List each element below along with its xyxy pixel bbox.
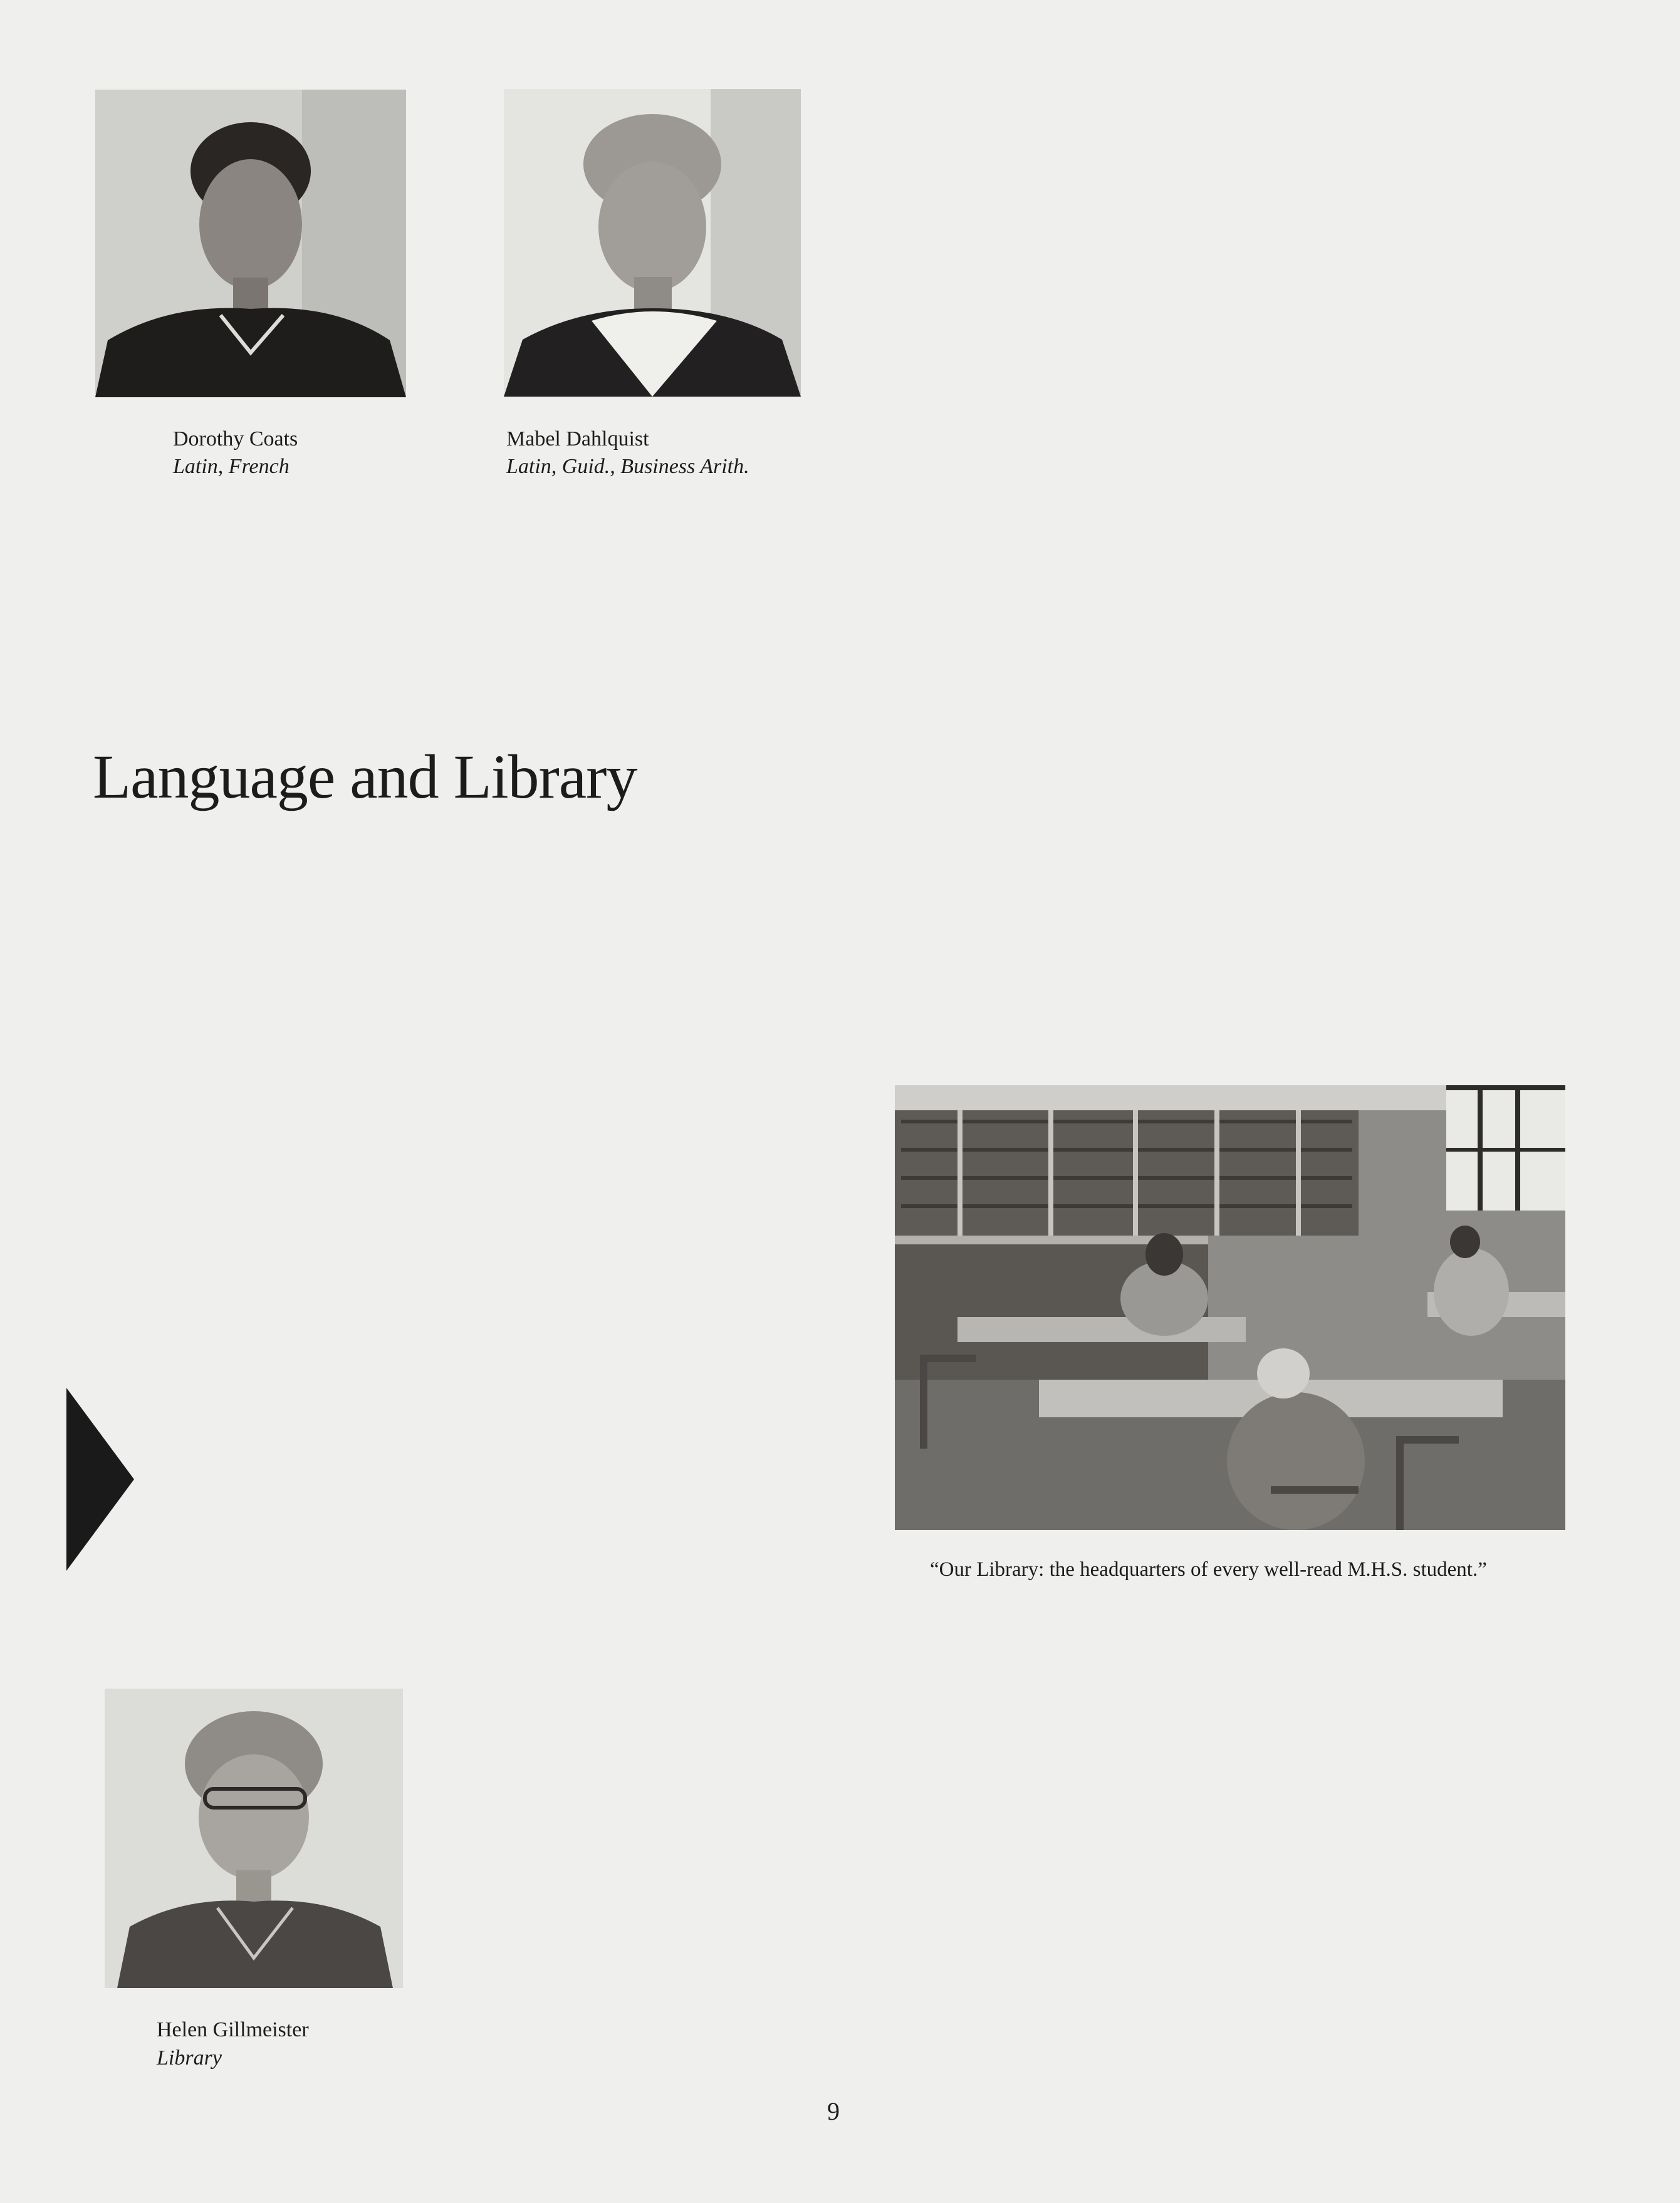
faculty-role: Library [157, 2046, 222, 2070]
library-photo [895, 1085, 1565, 1530]
faculty-name: Mabel Dahlquist [506, 427, 649, 450]
library-photo-caption: “Our Library: the headquarters of every well-read M.H.S. student.” [930, 1558, 1487, 1581]
portrait-image [504, 89, 801, 397]
faculty-role: Latin, Guid., Business Arith. [506, 455, 749, 478]
library-scene-image [895, 1085, 1565, 1530]
portrait-mabel-dahlquist [504, 89, 801, 397]
faculty-role: Latin, French [173, 455, 290, 478]
portrait-image [95, 90, 406, 397]
portrait-dorothy-coats [95, 90, 406, 397]
faculty-name: Helen Gillmeister [157, 2018, 309, 2041]
page-number: 9 [827, 2097, 840, 2125]
portrait-helen-gillmeister [105, 1689, 403, 1988]
section-title: Language and Library [93, 742, 637, 811]
faculty-name: Dorothy Coats [173, 427, 298, 450]
portrait-image [105, 1689, 403, 1988]
triangle-arrow-icon [66, 1388, 134, 1571]
